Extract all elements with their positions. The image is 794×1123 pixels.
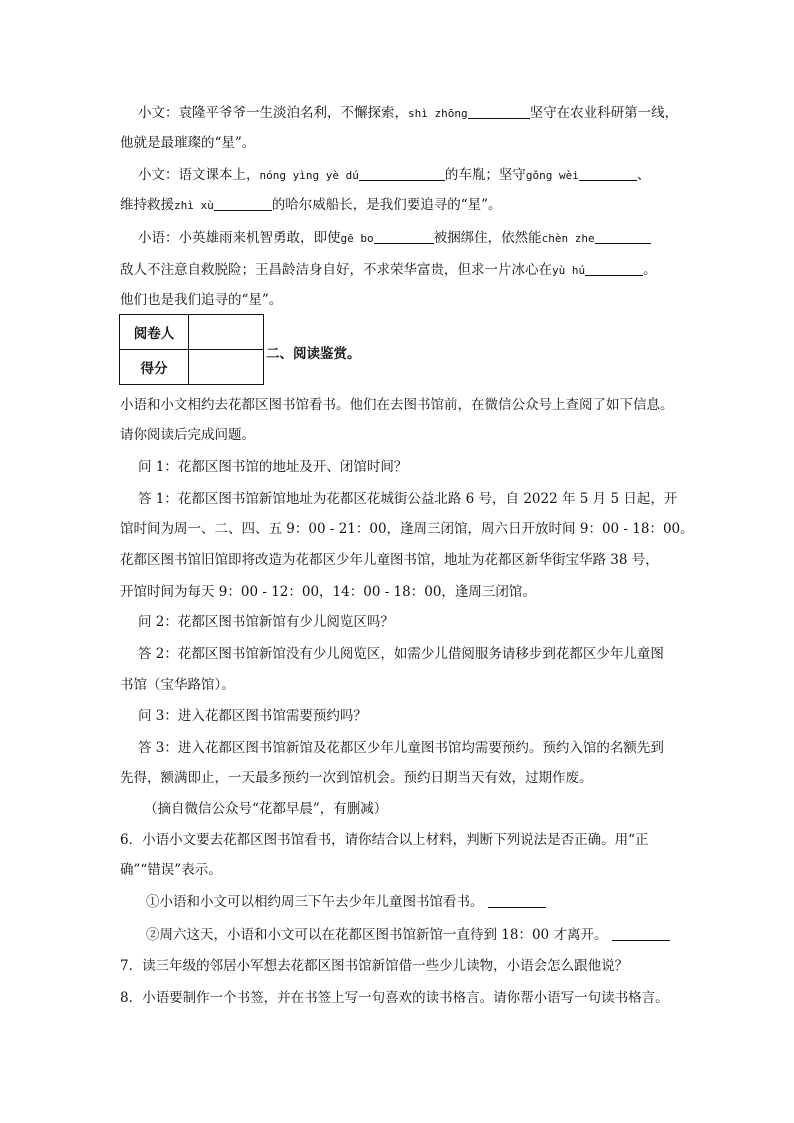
question-6-item-2 [146,925,670,945]
text: ②周六这天，小语和小文可以在花都区图书馆新馆一直待到 18：00 才离开。 [146,927,608,943]
text: 小文：语文课本上， [138,167,260,183]
answer-blank[interactable] [468,104,530,119]
answer-3-line: 先得，额满即止，一天最多预约一次到馆机会。预约日期当天有效，过期作废。 [120,770,593,786]
text: 他们也是我们追寻的“星”。 [120,292,283,308]
text: 维持救援 [120,197,174,213]
answer-blank[interactable] [359,166,445,181]
fill-line-2 [120,133,255,153]
text: 坚守在农业科研第一线， [529,105,679,121]
question-1: 问 1：花都区图书馆的地址及开、闭馆时间？ [138,459,408,475]
pinyin-hint: chèn zhe [541,232,595,245]
answer-blank[interactable] [214,196,272,211]
question-6: 确”“错误”表示。 [120,862,222,878]
question-3: 问 3：进入花都区图书馆需要预约吗？ [138,708,367,724]
text: 的哈尔威船长，是我们要追寻的“星”。 [271,197,502,213]
text: 小语：小英雄雨来机智勇敢，即使 [138,230,341,246]
answer-2-line: 书馆（宝华路馆）。 [120,677,235,693]
pinyin-hint: nóng yìng yè dú [259,169,359,182]
score-label: 得分 [120,350,189,385]
fill-line-3 [138,165,650,186]
fill-line-6 [120,260,657,281]
text: 的车胤；坚守 [444,167,526,183]
fill-line-4 [120,195,502,216]
pinyin-hint: shì zhōng [408,107,468,120]
pinyin-hint: gǒng wèi [525,169,579,182]
pinyin-hint: zhì xù [174,199,214,212]
text: 被捆绑住，依然能 [433,230,542,246]
text: 、 [636,167,651,183]
answer-blank[interactable] [612,926,670,941]
answer-1-line: 开馆时间为每天 9：00 - 12：00，14：00 - 18：00，逢周三闭馆。 [120,584,536,600]
intro-line: 小语和小文相约去花都区图书馆看书。他们在去图书馆前，在微信公众号上查阅了如下信息。 [120,397,674,413]
intro-line: 请你阅读后完成问题。 [120,427,255,443]
text: 敌人不注意自救脱险；王昌龄洁身自好，不求荣华富贵，但求一片冰心在 [120,262,552,278]
answer-blank[interactable] [579,166,637,181]
question-6-item-1 [146,892,546,912]
answer-blank[interactable] [585,261,643,276]
answer-blank[interactable] [374,229,434,244]
pinyin-hint: gē bo [340,232,374,245]
fill-line-1 [138,103,678,124]
source-note: （摘自微信公众号“花都早晨”，有删减） [144,801,388,817]
fill-line-7 [120,290,282,310]
text: ①小语和小文可以相约周三下午去少年儿童图书馆看书。 [146,894,484,910]
question-8: 8．小语要制作一个书签，并在书签上写一句喜欢的读书格言。请你帮小语写一句读书格言。 [120,990,669,1006]
answer-3-line: 答 3：进入花都区图书馆新馆及花都区少年儿童图书馆均需要预约。预约入馆的名额先到 [138,740,664,756]
answer-1-line: 馆时间为周一、二、四、五 9：00 - 21：00，逢周三闭馆，周六日开放时间 9：00 - 18：00。 [120,521,694,537]
text: 他就是最璀璨的“星”。 [120,135,256,151]
text: 。 [643,262,657,278]
question-7: 7．读三年级的邻居小军想去花都区图书馆新馆借一些少儿读物，小语会怎么跟他说？ [120,958,629,974]
reviewer-label: 阅卷人 [120,315,189,350]
score-table [119,314,264,385]
pinyin-hint: yù hú [552,264,586,277]
question-6: 6．小语小文要去花都区图书馆看书，请你结合以上材料，判断下列说法是否正确。用“正 [120,832,649,848]
question-2: 问 2：花都区图书馆新馆有少儿阅览区吗？ [138,614,394,630]
text: 小文：袁隆平爷爷一生淡泊名利，不懈探索， [138,105,408,121]
fill-line-5 [138,228,651,249]
answer-2-line: 答 2：花都区图书馆新馆没有少儿阅览区，如需少儿借阅服务请移步到花都区少年儿童图 [138,646,664,662]
answer-1-line: 花都区图书馆旧馆即将改造为花都区少年儿童图书馆，地址为花都区新华街宝华路 38 号， [120,552,659,568]
section-title: 二、阅读鉴赏。 [266,346,361,362]
answer-blank[interactable] [488,893,546,908]
reviewer-cell[interactable] [189,315,264,350]
answer-1-line: 答 1：花都区图书馆新馆地址为花都区花城街公益北路 6 号，自 2022 年 5 月 5 日起，开 [138,491,678,507]
answer-blank[interactable] [595,229,651,244]
score-cell[interactable] [189,350,264,385]
